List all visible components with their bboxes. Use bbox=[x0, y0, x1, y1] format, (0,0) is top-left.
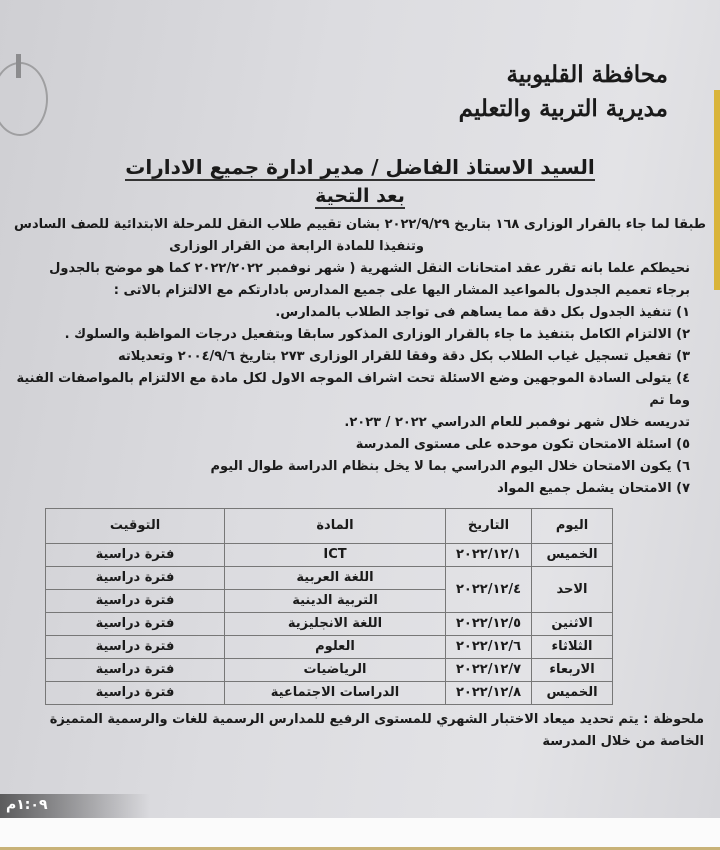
table-row bbox=[46, 659, 613, 682]
body-line: طبقا لما جاء بالقرار الوزارى ١٦٨ بتاريخ ٢٠٢٢/٩/٢٩ بشان تقييم طلاب النقل للمرحلة الابتدائية للصف السادس bbox=[14, 217, 706, 232]
cell-date: ٢٠٢٢/١٢/٥ bbox=[446, 613, 532, 636]
note-line: ملحوظة : يتم تحديد ميعاد الاختبار الشهري للمستوى الرفيع للمدارس الرسمية للغات والرسمية المتميزة bbox=[49, 712, 704, 727]
addressee bbox=[14, 152, 706, 182]
exam-schedule-table bbox=[45, 508, 613, 705]
cell-date: ٢٠٢٢/١٢/٦ bbox=[446, 636, 532, 659]
body-text bbox=[14, 214, 706, 500]
body-line: وتنفيذا للمادة الرابعة من القرار الوزارى bbox=[169, 239, 424, 254]
cell-date: ٢٠٢٢/١٢/٨ bbox=[446, 682, 532, 705]
cell-time: فترة دراسية bbox=[46, 613, 225, 636]
cell-subject: ICT bbox=[225, 544, 446, 567]
cell-day: الاثنين bbox=[532, 613, 613, 636]
cell-subject: العلوم bbox=[225, 636, 446, 659]
table-header-row bbox=[46, 509, 613, 544]
body-line: تدريسه خلال شهر نوفمبر للعام الدراسي ٢٠٢٢ / ٢٠٢٣. bbox=[344, 415, 690, 430]
cell-day: الثلاثاء bbox=[532, 636, 613, 659]
header-subject: المادة bbox=[225, 509, 446, 544]
cell-day: الخميس bbox=[532, 682, 613, 705]
paper-edge bbox=[714, 90, 720, 290]
body-line: برجاء تعميم الجدول بالمواعيد المشار اليها على جميع المدارس بادارتكم مع الالتزام بالاتى : bbox=[113, 283, 690, 298]
cell-time: فترة دراسية bbox=[46, 636, 225, 659]
body-line: ٦) يكون الامتحان خلال اليوم الدراسي بما لا يخل بنظام الدراسة طوال اليوم bbox=[210, 459, 690, 474]
cell-date: ٢٠٢٢/١٢/٤ bbox=[446, 567, 532, 613]
greeting-text: بعد التحية bbox=[315, 185, 405, 207]
body-line: ٧) الامتحان يشمل جميع المواد bbox=[497, 481, 690, 496]
cell-time: فترة دراسية bbox=[46, 544, 225, 567]
cell-time: فترة دراسية bbox=[46, 682, 225, 705]
body-line: ١) تنفيذ الجدول بكل دقة مما يساهم فى تواجد الطلاب بالمدارس. bbox=[275, 305, 690, 320]
table-row bbox=[46, 682, 613, 705]
cell-day: الخميس bbox=[532, 544, 613, 567]
cell-subject: اللغة الانجليزية bbox=[225, 613, 446, 636]
header-day: اليوم bbox=[532, 509, 613, 544]
table-row bbox=[46, 544, 613, 567]
body-line: نحيطكم علما بانه تقرر عقد امتحانات النقل الشهرية ( شهر نوفمبر ٢٠٢٢/٢٠٢٢ كما هو موضح بالجدول bbox=[49, 261, 690, 276]
directorate-name: مديرية التربية والتعليم bbox=[458, 95, 668, 122]
note-line: الخاصة من خلال المدرسة bbox=[542, 734, 704, 749]
table-row bbox=[46, 567, 613, 590]
timestamp-overlay bbox=[0, 794, 150, 818]
cell-date: ٢٠٢٢/١٢/٧ bbox=[446, 659, 532, 682]
header-date: التاريخ bbox=[446, 509, 532, 544]
timestamp: ١:٠٩م bbox=[6, 797, 48, 813]
table-row bbox=[46, 613, 613, 636]
cell-subject: الرياضيات bbox=[225, 659, 446, 682]
cell-date: ٢٠٢٢/١٢/١ bbox=[446, 544, 532, 567]
cell-time: فترة دراسية bbox=[46, 590, 225, 613]
cell-subject: التربية الدينية bbox=[225, 590, 446, 613]
header-time: التوقيت bbox=[46, 509, 225, 544]
cell-subject: اللغة العربية bbox=[225, 567, 446, 590]
body-line: ٤) يتولى السادة الموجهين وضع الاسئلة تحت اشراف الموجه الاول لكل مادة مع الالتزام بالمواصفات الفنية وما تم bbox=[16, 371, 690, 408]
body-line: ٢) الالتزام الكامل بتنفيذ ما جاء بالقرار الوزارى المذكور سابقا وبتفعيل درجات المواظبة والسلوك . bbox=[64, 327, 690, 342]
body-line: ٣) تفعيل تسجيل غياب الطلاب بكل دقة وفقا للقرار الوزارى ٢٧٣ بتاريخ ٢٠٠٤/٩/٦ وتعديلاته bbox=[117, 349, 690, 364]
cell-day: الاحد bbox=[532, 567, 613, 613]
governorate-name: محافظة القليوبية bbox=[506, 61, 668, 88]
cell-subject: الدراسات الاجتماعية bbox=[225, 682, 446, 705]
body-line: ٥) اسئلة الامتحان تكون موحده على مستوى المدرسة bbox=[355, 437, 690, 452]
cell-day: الاربعاء bbox=[532, 659, 613, 682]
greeting bbox=[14, 182, 706, 210]
table-row bbox=[46, 636, 613, 659]
cell-time: فترة دراسية bbox=[46, 567, 225, 590]
cell-time: فترة دراسية bbox=[46, 659, 225, 682]
addressee-text: السيد الاستاذ الفاضل / مدير ادارة جميع الادارات bbox=[125, 155, 595, 179]
